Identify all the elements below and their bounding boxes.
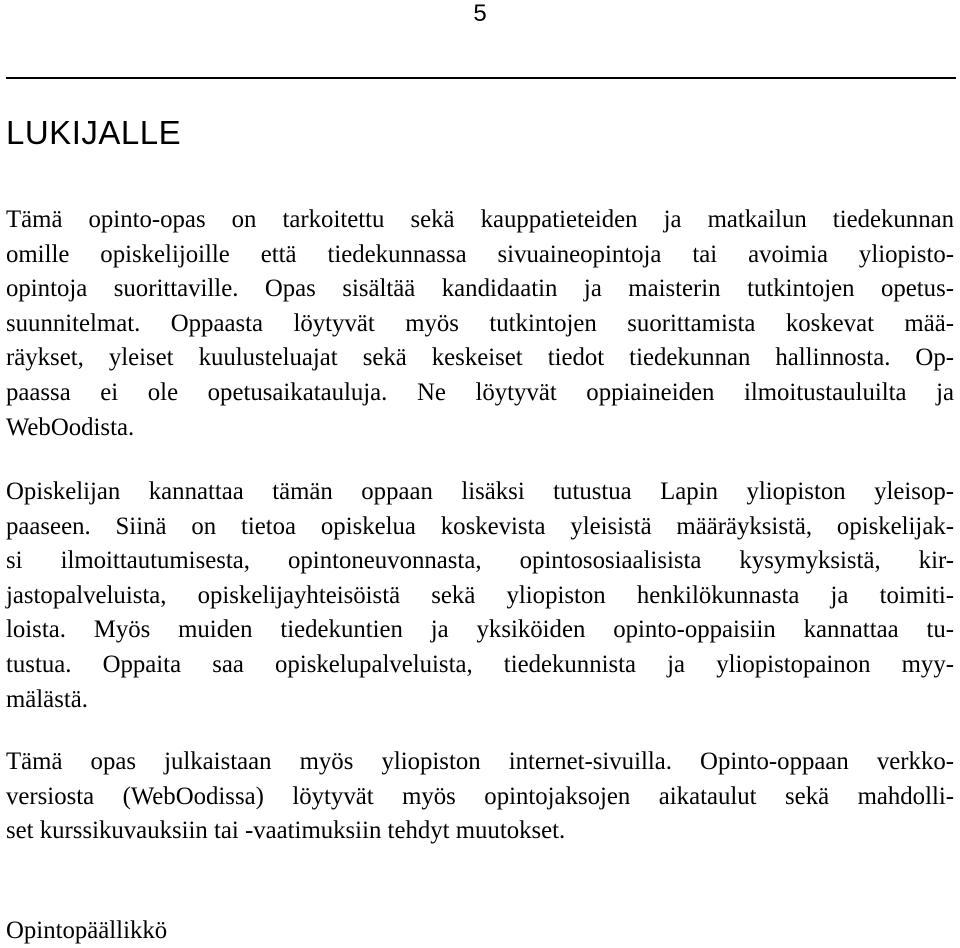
text-line: paaseen. Siinä on tietoa opiskelua koskevista yleisistä määräyksistä, opiskelijak-: [6, 512, 954, 540]
text-line: set kurssikuvauksiin tai -vaatimuksiin tehdyt muutokset.: [6, 817, 566, 845]
text-line: tustua. Oppaita saa opiskelupalveluista, tiedekunnista ja yliopistopainon myy-: [6, 650, 954, 678]
text-line: Tämä opinto-opas on tarkoitettu sekä kauppatieteiden ja matkailun tiedekunnan: [6, 206, 954, 233]
text-line: jastopalveluista, opiskelijayhteisöistä sekä yliopiston henkilökunnasta ja toimiti-: [6, 581, 954, 609]
text-line: si ilmoittautumisesta, opintoneuvonnasta, opintososiaalisista kysymyksistä, kir-: [6, 547, 954, 575]
paragraph-online-version: [6, 745, 954, 849]
text-line: Tämä opas julkaistaan myös yliopiston internet-sivuilla. Opinto-oppaan verkko-: [6, 748, 954, 775]
text-line: mälästä.: [6, 685, 88, 713]
text-line: omille opiskelijoille että tiedekunnassa sivuaineopintoja tai avoimia yliopisto-: [6, 240, 954, 268]
header-rule: [6, 77, 956, 79]
text-line: WebOodista.: [6, 413, 135, 441]
text-line: opintoja suorittaville. Opas sisältää kandidaatin ja maisterin tutkintojen opetus-: [6, 275, 954, 303]
text-line: paassa ei ole opetusaikatauluja. Ne löytyvät oppiaineiden ilmoitustauluilta ja: [6, 378, 954, 406]
text-line: räykset, yleiset kuulusteluajat sekä keskeiset tiedot tiedekunnan hallinnosta. Op-: [6, 344, 954, 372]
text-line: versiosta (WebOodissa) löytyvät myös opintojaksojen aikataulut sekä mahdolli-: [6, 782, 954, 810]
text-line: suunnitelmat. Oppaasta löytyvät myös tutkintojen suorittamista koskevat mää-: [6, 309, 954, 337]
text-line: loista. Myös muiden tiedekuntien ja yksiköiden opinto-oppaisiin kannattaa tu-: [6, 616, 954, 644]
paragraph-general-guide: [6, 475, 954, 717]
text-line: Opiskelijan kannattaa tämän oppaan lisäksi tutustua Lapin yliopiston yleisop-: [6, 478, 954, 505]
page-title: LUKIJALLE: [6, 114, 182, 151]
signature: Opintopäällikkö: [6, 917, 168, 944]
page-number: 5: [473, 0, 487, 27]
paragraph-intro: [6, 203, 954, 445]
